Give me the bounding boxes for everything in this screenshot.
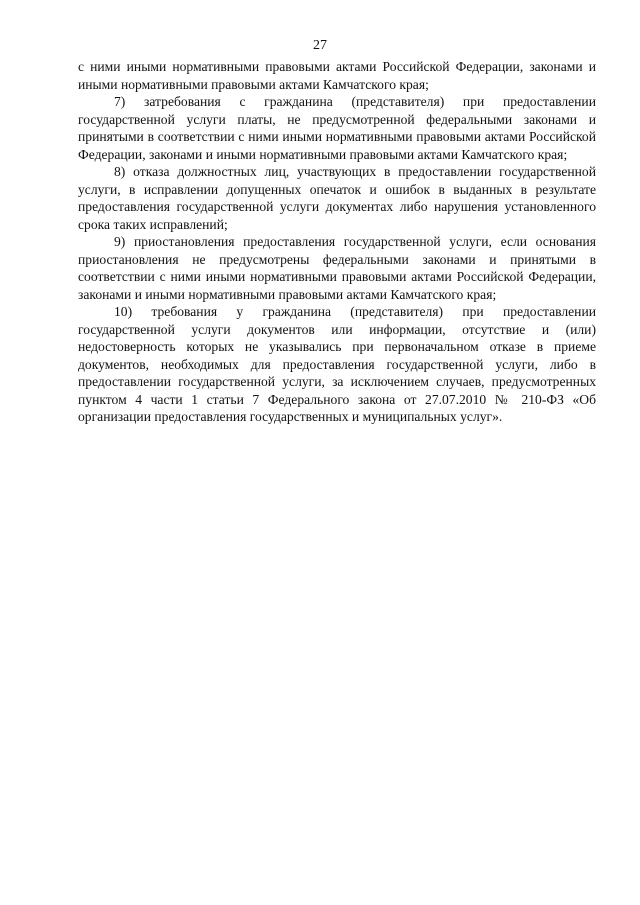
page-number: 27 <box>313 38 327 53</box>
paragraph-item-8: 8) отказа должностных лиц, участвующих в предоставлении государственной услуги, в исправлении допущенных опечаток и ошибок в выданных в результате предоставления государственной услуги документах либо нарушения установленного срока таких исправлений; <box>78 164 596 232</box>
paragraph-item-9: 9) приостановления предоставления государственной услуги, если основания приостановления не предусмотрены федеральными законами и принятыми в соответствии с ними иными нормативными правовыми актами Российской Федерации, законами и иными нормативными правовыми актами Камчатского края; <box>78 234 596 302</box>
paragraph-item-7: 7) затребования с гражданина (представителя) при предоставлении государственной услуги платы, не предусмотренной федеральными законами и принятыми в соответствии с ними иными нормативными правовыми актами Российской Федерации, законами и иными нормативными правовыми актами Камчатского края; <box>78 94 596 162</box>
document-body <box>78 58 596 426</box>
paragraph-item-10: 10) требования у гражданина (представителя) при предоставлении государственной услуги документов или информации, отсутствие и (или) недостоверность которых не указывались при первоначальном отказе в приеме документов, необходимых для предоставления государственной услуги, либо в предоставлении государственной услуги, за исключением случаев, предусмотренных пунктом 4 части 1 статьи 7 Федерального закона от 27.07.2010 № 210-ФЗ «Об организации предоставления государственных и муниципальных услуг». <box>78 304 596 424</box>
paragraph-continuation: с ними иными нормативными правовыми актами Российской Федерации, законами и иными нормативными правовыми актами Камчатского края; <box>78 59 596 92</box>
